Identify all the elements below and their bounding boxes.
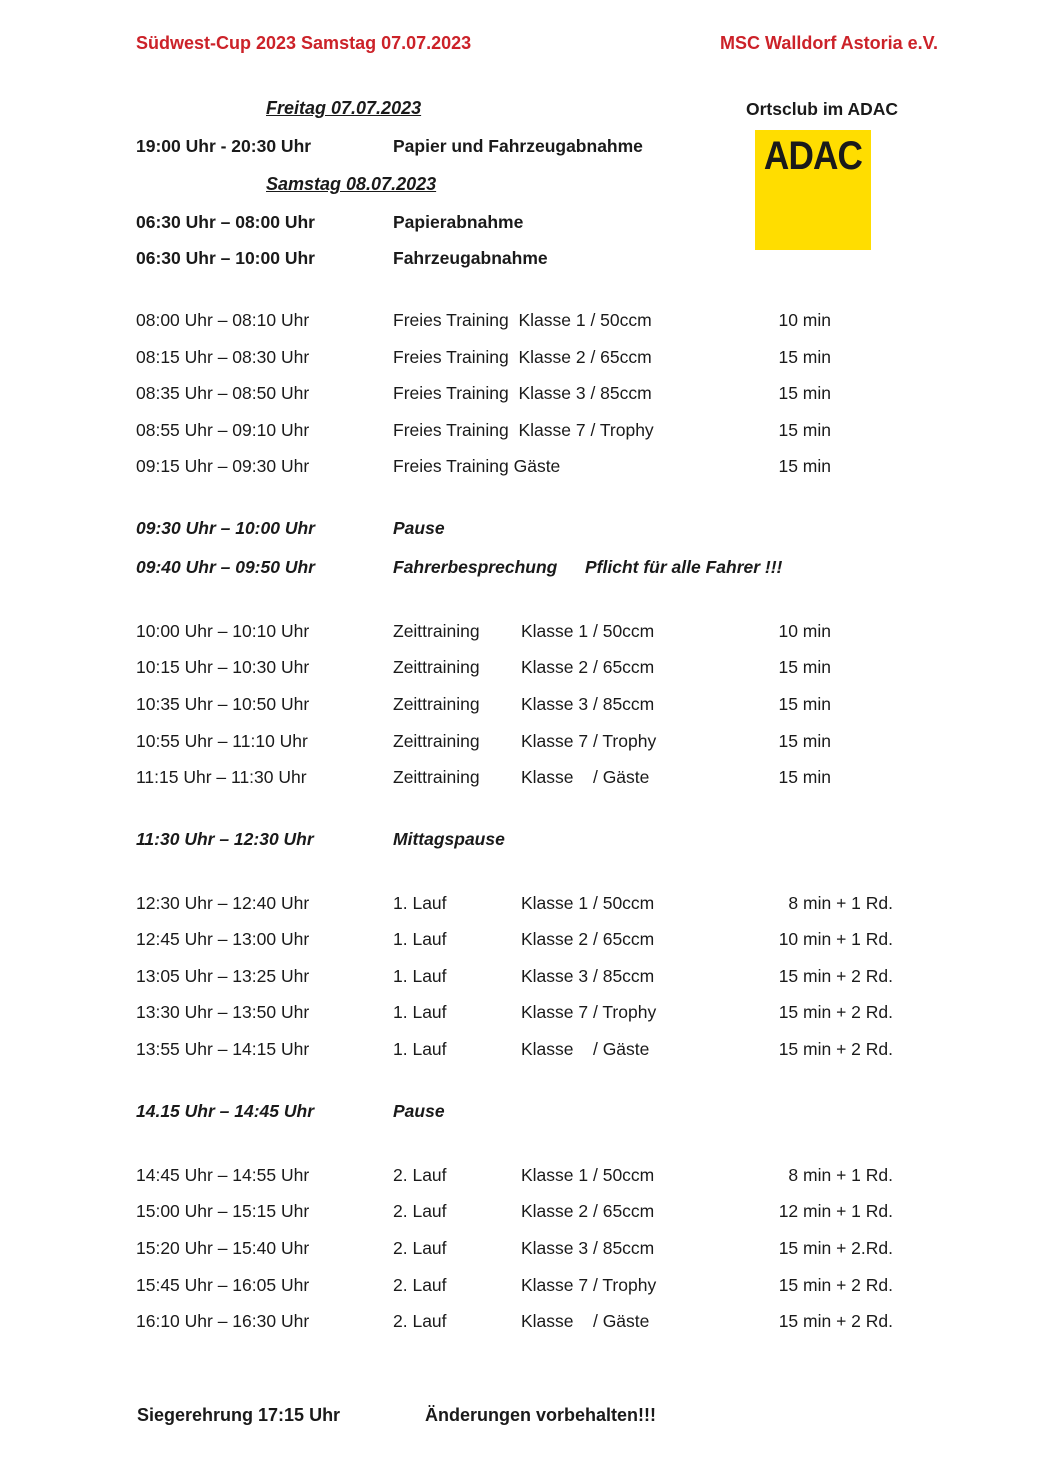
- session-type: Zeittraining: [393, 694, 480, 714]
- session-type: Zeittraining: [393, 621, 480, 641]
- adac-logo-text: ADAC: [763, 134, 863, 178]
- class-label: Klasse / Gäste: [521, 1039, 650, 1059]
- session-type: 1. Lauf: [393, 1039, 447, 1059]
- duration: 15 min + 2 Rd.: [778, 1002, 893, 1022]
- time-range: 14:45 Uhr – 14:55 Uhr: [136, 1165, 310, 1185]
- schedule-row: [0, 731, 1063, 757]
- time-range: 16:10 Uhr – 16:30 Uhr: [136, 1311, 310, 1331]
- class-label: Klasse / Gäste: [521, 1311, 650, 1331]
- event-label: Freies Training Klasse 3 / 85ccm: [393, 383, 652, 403]
- duration: 10 min: [778, 621, 831, 641]
- session-type: 1. Lauf: [393, 929, 447, 949]
- schedule-row: [0, 694, 1063, 720]
- time-range: 10:55 Uhr – 11:10 Uhr: [136, 731, 308, 751]
- duration: 15 min + 2 Rd.: [778, 1275, 893, 1295]
- class-label: Klasse / Gäste: [521, 767, 650, 787]
- session-type: 2. Lauf: [393, 1165, 447, 1185]
- duration: 15 min: [778, 657, 831, 677]
- duration: 15 min: [778, 767, 831, 787]
- event-label: Mittagspause: [393, 829, 505, 849]
- session-type: 1. Lauf: [393, 893, 447, 913]
- event-label: Freies Training Klasse 7 / Trophy: [393, 420, 654, 440]
- time-range: 19:00 Uhr - 20:30 Uhr: [136, 136, 312, 156]
- schedule-row: [0, 1275, 1063, 1301]
- event-label: Freies Training Gäste: [393, 456, 561, 476]
- schedule-row: [0, 929, 1063, 955]
- duration: 15 min + 2 Rd.: [778, 966, 893, 986]
- class-label: Klasse 2 / 65ccm: [521, 1201, 655, 1221]
- schedule-row: [0, 1201, 1063, 1227]
- duration: 15 min + 2.Rd.: [778, 1238, 893, 1258]
- event-label: Fahrzeugabnahme: [393, 248, 548, 268]
- event-label: Fahrerbesprechung: [393, 557, 558, 577]
- briefing-note: Pflicht für alle Fahrer !!!: [585, 557, 783, 577]
- duration: 15 min + 2 Rd.: [778, 1311, 893, 1331]
- time-range: 13:30 Uhr – 13:50 Uhr: [136, 1002, 310, 1022]
- saturday-heading: Samstag 08.07.2023: [266, 174, 437, 194]
- session-type: 2. Lauf: [393, 1238, 447, 1258]
- class-label: Klasse 3 / 85ccm: [521, 694, 655, 714]
- friday-heading: Freitag 07.07.2023: [266, 98, 422, 118]
- class-label: Klasse 1 / 50ccm: [521, 1165, 655, 1185]
- event-label: Pause: [393, 518, 445, 538]
- time-range: 09:15 Uhr – 09:30 Uhr: [136, 456, 310, 476]
- time-range: 15:00 Uhr – 15:15 Uhr: [136, 1201, 310, 1221]
- time-range: 12:30 Uhr – 12:40 Uhr: [136, 893, 310, 913]
- duration: 12 min + 1 Rd.: [778, 1201, 893, 1221]
- duration: 15 min: [778, 383, 831, 403]
- duration: 15 min + 2 Rd.: [778, 1039, 893, 1059]
- time-range: 08:35 Uhr – 08:50 Uhr: [136, 383, 310, 403]
- session-type: 2. Lauf: [393, 1311, 447, 1331]
- club-subtitle: Ortsclub im ADAC: [746, 99, 899, 119]
- duration: 15 min: [778, 347, 831, 367]
- friday-row: [0, 136, 1063, 162]
- class-label: Klasse 2 / 65ccm: [521, 657, 655, 677]
- class-label: Klasse 7 / Trophy: [521, 731, 657, 751]
- duration: 8 min + 1 Rd.: [788, 893, 893, 913]
- time-range: 15:20 Uhr – 15:40 Uhr: [136, 1238, 310, 1258]
- duration: 8 min + 1 Rd.: [788, 1165, 893, 1185]
- session-type: 2. Lauf: [393, 1201, 447, 1221]
- time-range: 08:55 Uhr – 09:10 Uhr: [136, 420, 310, 440]
- club-name: MSC Walldorf Astoria e.V.: [720, 33, 939, 53]
- schedule-row: [0, 1039, 1063, 1065]
- schedule-row: [0, 657, 1063, 683]
- schedule-row: [0, 966, 1063, 992]
- schedule-row: [0, 893, 1063, 919]
- schedule-row: [0, 420, 1063, 446]
- schedule-row: [0, 1238, 1063, 1264]
- time-range: 10:15 Uhr – 10:30 Uhr: [136, 657, 310, 677]
- schedule-row: [0, 347, 1063, 373]
- class-label: Klasse 7 / Trophy: [521, 1275, 657, 1295]
- award-ceremony: Siegerehrung 17:15 Uhr: [137, 1405, 341, 1425]
- session-type: 1. Lauf: [393, 966, 447, 986]
- duration: 10 min: [778, 310, 831, 330]
- schedule-row: [0, 767, 1063, 793]
- time-range: 14.15 Uhr – 14:45 Uhr: [136, 1101, 315, 1121]
- event-label: Papierabnahme: [393, 212, 524, 232]
- briefing-row: [0, 557, 1063, 583]
- duration: 15 min: [778, 731, 831, 751]
- event-label: Pause: [393, 1101, 445, 1121]
- pause-row: [0, 518, 1063, 544]
- schedule-row: [0, 310, 1063, 336]
- time-range: 08:00 Uhr – 08:10 Uhr: [136, 310, 310, 330]
- schedule-row: [0, 383, 1063, 409]
- time-range: 08:15 Uhr – 08:30 Uhr: [136, 347, 310, 367]
- duration: 15 min: [778, 694, 831, 714]
- session-type: Zeittraining: [393, 731, 480, 751]
- class-label: Klasse 1 / 50ccm: [521, 893, 655, 913]
- time-range: 11:15 Uhr – 11:30 Uhr: [136, 767, 307, 787]
- pause-row: [0, 1101, 1063, 1127]
- session-type: Zeittraining: [393, 657, 480, 677]
- time-range: 13:55 Uhr – 14:15 Uhr: [136, 1039, 310, 1059]
- time-range: 10:35 Uhr – 10:50 Uhr: [136, 694, 310, 714]
- duration: 10 min + 1 Rd.: [778, 929, 893, 949]
- class-label: Klasse 2 / 65ccm: [521, 929, 655, 949]
- session-type: 1. Lauf: [393, 1002, 447, 1022]
- class-label: Klasse 7 / Trophy: [521, 1002, 657, 1022]
- schedule-row: [0, 248, 1063, 274]
- time-range: 06:30 Uhr – 10:00 Uhr: [136, 248, 315, 268]
- schedule-row: [0, 621, 1063, 647]
- schedule-row: [0, 212, 1063, 238]
- time-range: 10:00 Uhr – 10:10 Uhr: [136, 621, 310, 641]
- time-range: 09:30 Uhr – 10:00 Uhr: [136, 518, 315, 538]
- time-range: 09:40 Uhr – 09:50 Uhr: [136, 557, 315, 577]
- event-label: Freies Training Klasse 2 / 65ccm: [393, 347, 652, 367]
- event-label: Papier und Fahrzeugabnahme: [393, 136, 643, 156]
- duration: 15 min: [778, 420, 831, 440]
- time-range: 15:45 Uhr – 16:05 Uhr: [136, 1275, 310, 1295]
- class-label: Klasse 1 / 50ccm: [521, 621, 655, 641]
- duration: 15 min: [778, 456, 831, 476]
- session-type: 2. Lauf: [393, 1275, 447, 1295]
- changes-note: Änderungen vorbehalten!!!: [425, 1405, 657, 1425]
- lunch-row: [0, 829, 1063, 855]
- time-range: 12:45 Uhr – 13:00 Uhr: [136, 929, 310, 949]
- time-range: 11:30 Uhr – 12:30 Uhr: [136, 829, 314, 849]
- schedule-row: [0, 456, 1063, 482]
- schedule-row: [0, 1311, 1063, 1337]
- event-label: Freies Training Klasse 1 / 50ccm: [393, 310, 652, 330]
- class-label: Klasse 3 / 85ccm: [521, 1238, 655, 1258]
- schedule-row: [0, 1002, 1063, 1028]
- time-range: 13:05 Uhr – 13:25 Uhr: [136, 966, 310, 986]
- schedule-row: [0, 1165, 1063, 1191]
- class-label: Klasse 3 / 85ccm: [521, 966, 655, 986]
- event-title: Südwest-Cup 2023 Samstag 07.07.2023: [136, 33, 472, 53]
- time-range: 06:30 Uhr – 08:00 Uhr: [136, 212, 315, 232]
- session-type: Zeittraining: [393, 767, 480, 787]
